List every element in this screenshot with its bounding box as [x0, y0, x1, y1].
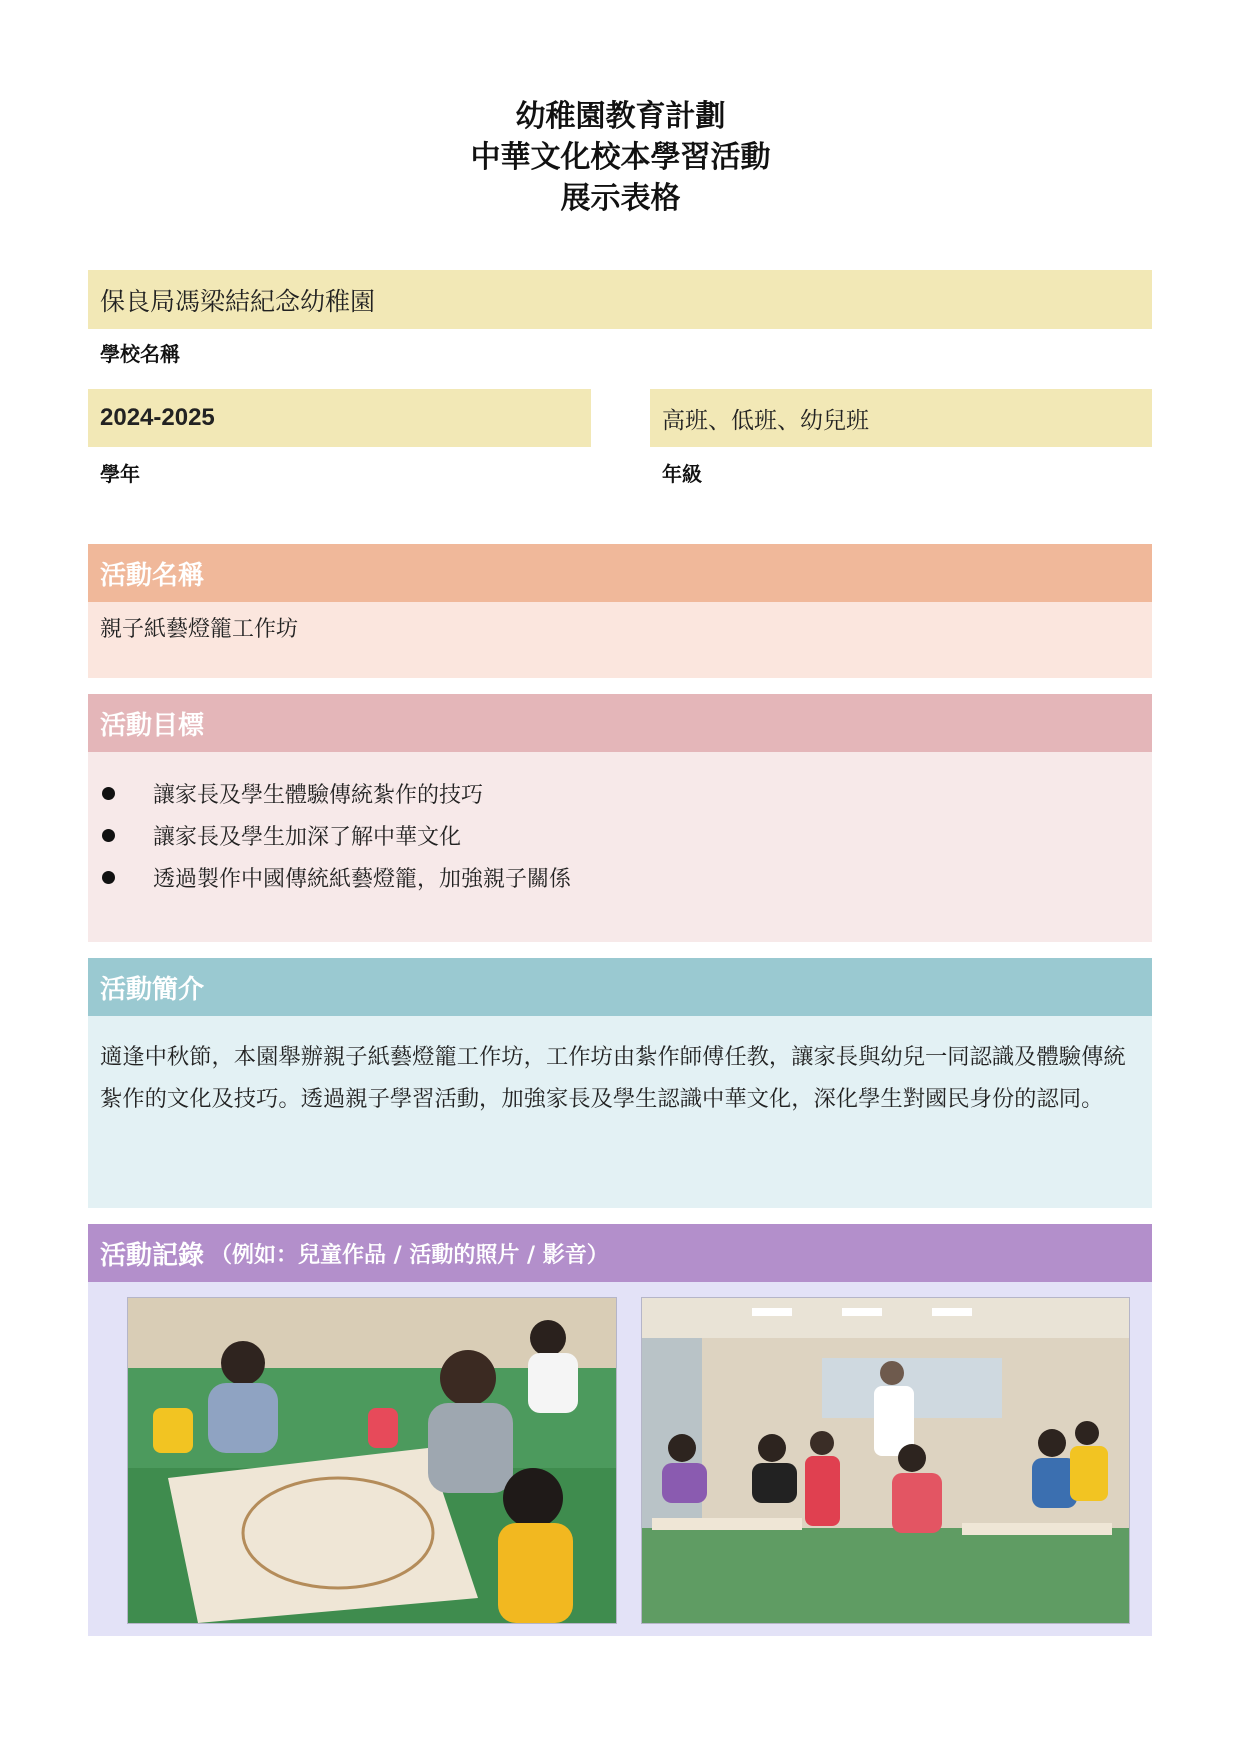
title-line-2: 中華文化校本學習活動: [470, 140, 771, 175]
objective-text: 讓家長及學生體驗傳統紮作的技巧: [153, 782, 484, 808]
bullet-icon: [102, 871, 115, 884]
title-line-3: 展示表格: [560, 181, 681, 216]
objective-item: [100, 856, 1152, 898]
activity-photo-group: [641, 1297, 1130, 1624]
objectives-list: [88, 752, 1152, 942]
bullet-icon: [102, 787, 115, 800]
activity-name-value: 親子紙藝燈籠工作坊: [88, 602, 1152, 678]
school-name-value: 保良局馮梁結紀念幼稚園: [88, 270, 1152, 329]
introduction-heading: 活動簡介: [88, 958, 1152, 1016]
objectives-heading: 活動目標: [88, 694, 1152, 752]
activity-photo-workshop: [127, 1297, 617, 1624]
introduction-text: 適逢中秋節，本園舉辦親子紙藝燈籠工作坊，工作坊由紮作師傅任教，讓家長與幼兒一同認識及體驗傳統紮作的文化及技巧。透過親子學習活動，加強家長及學生認識中華文化，深化學生對國民身份的認同。: [88, 1016, 1152, 1208]
title-line-1: 幼稚園教育計劃: [515, 99, 726, 134]
grade-value: 高班、低班、幼兒班: [650, 389, 1152, 447]
objective-text: 透過製作中國傳統紙藝燈籠，加強親子關係: [153, 866, 572, 892]
objective-text: 讓家長及學生加深了解中華文化: [153, 824, 462, 850]
document-title: [0, 96, 1241, 219]
school-year-value: 2024-2025: [88, 389, 591, 447]
records-heading-title: 活動記錄: [100, 1240, 205, 1271]
objective-item: [100, 772, 1152, 814]
objective-item: [100, 814, 1152, 856]
school-year-label: 學年: [100, 462, 140, 486]
activity-name-heading: 活動名稱: [88, 544, 1152, 602]
grade-label: 年級: [662, 462, 702, 486]
bullet-icon: [102, 829, 115, 842]
records-heading-note: （例如：兒童作品 / 活動的照片 / 影音）: [210, 1242, 609, 1268]
school-name-label: 學校名稱: [100, 342, 180, 366]
records-heading: [88, 1224, 1152, 1282]
